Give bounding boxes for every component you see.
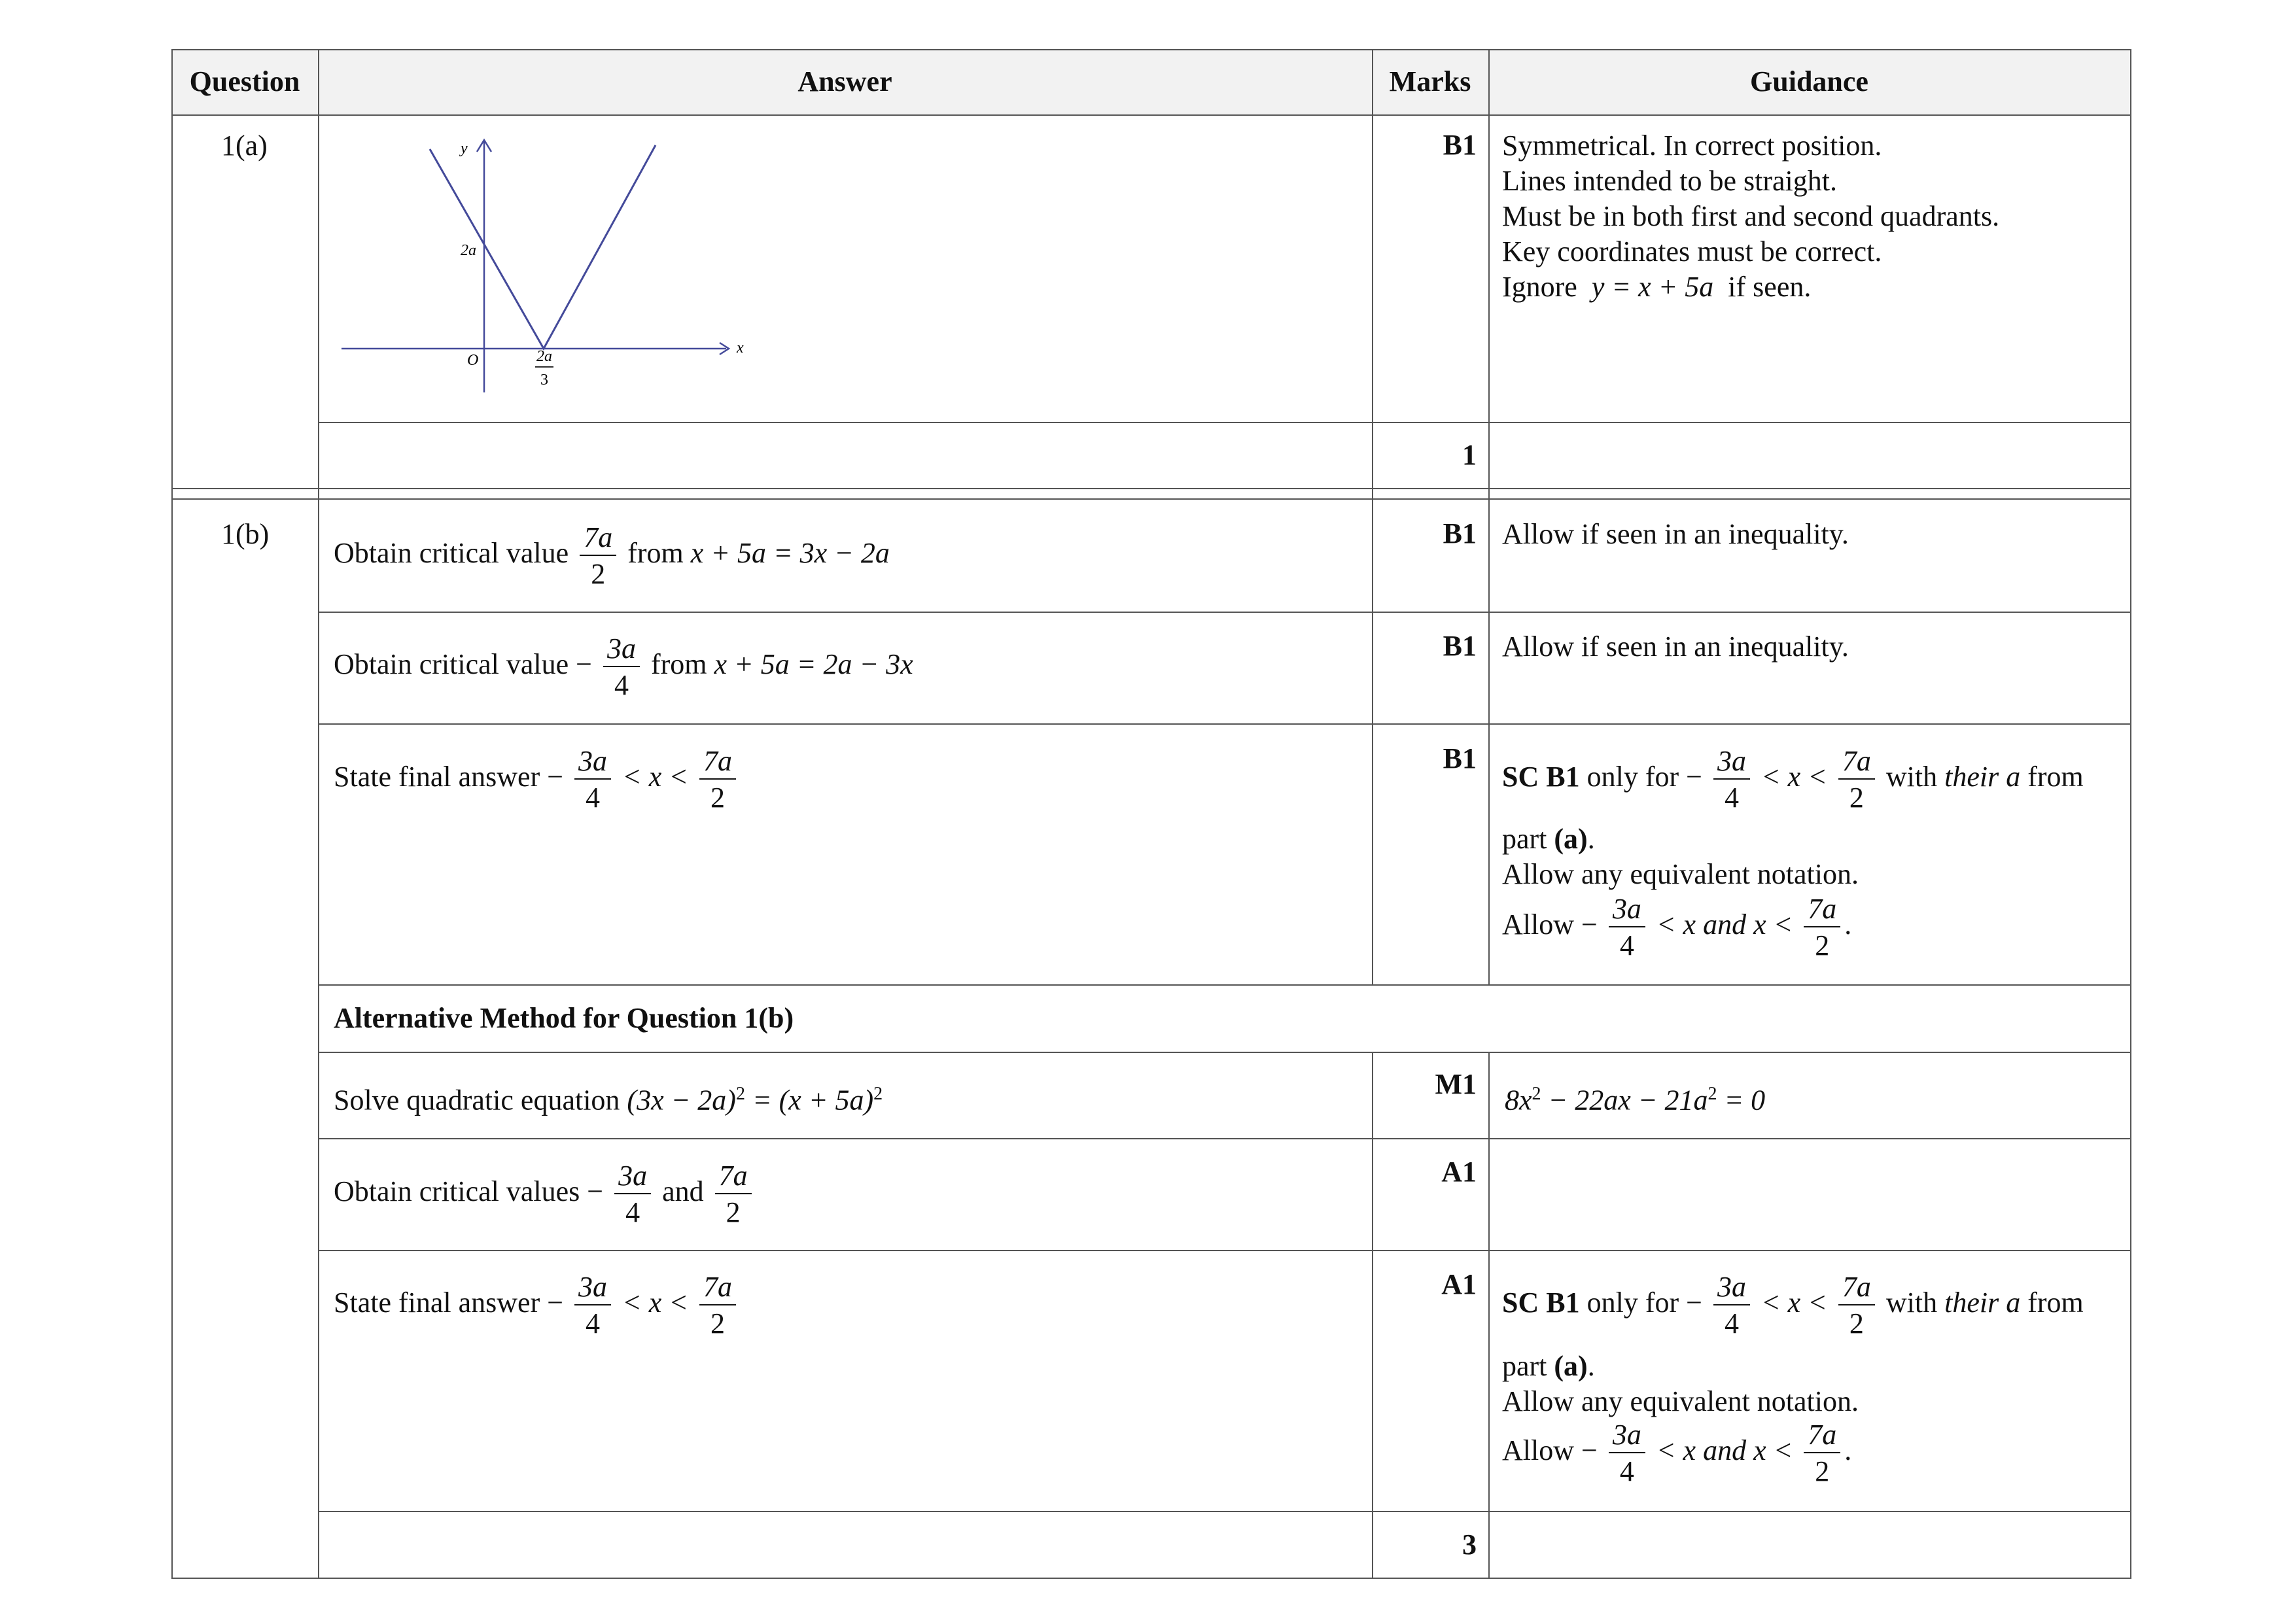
- guidance-1a-line-2: Lines intended to be straight.: [1502, 165, 1837, 197]
- guidance-1b-row-2: Allow if seen in an inequality.: [1502, 631, 1849, 663]
- header-guidance: Guidance: [1750, 65, 1868, 97]
- x-intercept-denominator: 3: [540, 371, 548, 389]
- mark-alt-row-2: A1: [1441, 1156, 1477, 1188]
- x-intercept-numerator: 2a: [536, 348, 552, 365]
- answer-alt-row-1: Solve quadratic equation $(3x - 2a)^2 = (x + 5a)^2$: [334, 1084, 883, 1116]
- guidance-1a-line-4: Key coordinates must be correct.: [1502, 235, 1882, 268]
- y-intercept-label: 2a: [461, 242, 476, 259]
- guidance-alt-row-3-allow: Allow − $\frac{3a}{4}$ < x and x < $\frac{7a}{2}$ .: [1502, 1419, 1852, 1487]
- guidance-alt-row-3-equiv: Allow any equivalent notation.: [1502, 1385, 1859, 1417]
- guidance-1b-row-3-equiv: Allow any equivalent notation.: [1502, 858, 1859, 890]
- question-label-1b: 1(b): [221, 518, 270, 550]
- guidance-1a-line-5: Ignore y = x + 5a if seen.: [1502, 271, 1812, 303]
- mark-1b-row-2: B1: [1443, 630, 1477, 662]
- modulus-graph: [327, 131, 772, 399]
- answer-1b-row-3: State final answer − $\frac{3a}{4}$ < x < $\frac{7a}{2}$: [334, 747, 740, 812]
- x-axis-label: x: [737, 339, 744, 356]
- guidance-1b-row-3-part: part (a).: [1502, 823, 1595, 855]
- answer-alt-row-2: Obtain critical values − $\frac{3a}{4}$ and $\frac{7a}{2}$: [334, 1162, 756, 1227]
- guidance-1b-row-3-sc: SC B1 only for − $\frac{3a}{4}$ < x < $\frac{7a}{2}$ with their a from: [1502, 745, 2084, 814]
- mark-1a: B1: [1443, 129, 1477, 161]
- header-answer: Answer: [797, 65, 892, 97]
- guidance-1b-row-3-allow: Allow − $\frac{3a}{4}$ < x and x < $\frac{7a}{2}$ .: [1502, 893, 1852, 961]
- mark-alt-row-1: M1: [1435, 1068, 1477, 1100]
- mark-1b-row-3: B1: [1443, 742, 1477, 774]
- total-1b: 3: [1462, 1529, 1477, 1561]
- guidance-alt-row-3-part: part (a).: [1502, 1350, 1595, 1382]
- guidance-alt-row-3-sc: SC B1 only for − $\frac{3a}{4}$ < x < $\frac{7a}{2}$ with their a from: [1502, 1271, 2084, 1339]
- guidance-1b-row-1: Allow if seen in an inequality.: [1502, 518, 1849, 550]
- total-1a: 1: [1462, 439, 1477, 471]
- guidance-1a-line-1: Symmetrical. In correct position.: [1502, 130, 1882, 162]
- guidance-1a-line-3: Must be in both first and second quadrants.: [1502, 200, 2000, 232]
- mark-alt-row-3: A1: [1441, 1268, 1477, 1300]
- answer-1b-row-1: Obtain critical value $\frac{7a}{2}$ from x + 5a = 3x − 2a: [334, 521, 890, 590]
- origin-label: O: [467, 352, 479, 369]
- mark-1b-row-1: B1: [1443, 517, 1477, 549]
- alternative-method-heading: Alternative Method for Question 1(b): [334, 1002, 794, 1034]
- y-axis-label: y: [461, 140, 468, 157]
- answer-alt-row-3: State final answer − $\frac{3a}{4}$ < x < $\frac{7a}{2}$: [334, 1273, 740, 1338]
- guidance-alt-row-1: $8x^2 - 22ax - 21a^2 = 0$: [1505, 1084, 1766, 1116]
- question-label-1a: 1(a): [221, 130, 268, 162]
- header-marks: Marks: [1389, 65, 1471, 97]
- answer-1b-row-2: Obtain critical value − $\frac{3a}{4}$ from x + 5a = 2a − 3x: [334, 632, 913, 701]
- header-question: Question: [189, 65, 300, 97]
